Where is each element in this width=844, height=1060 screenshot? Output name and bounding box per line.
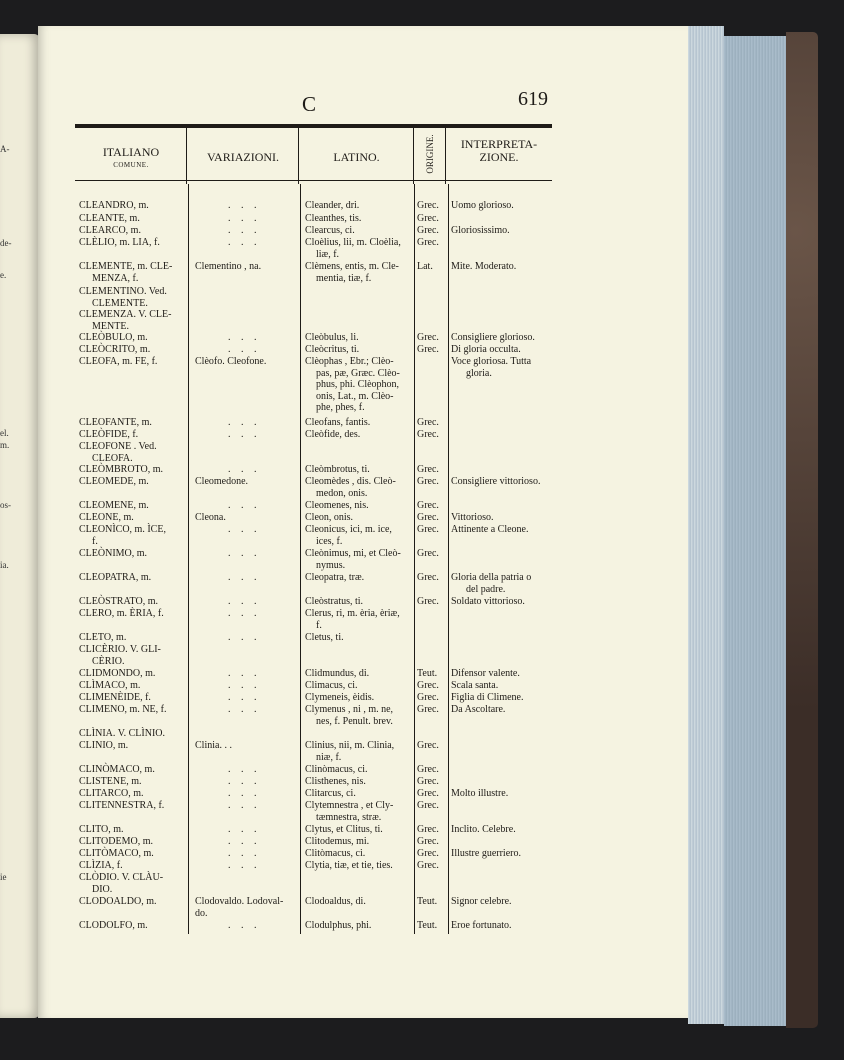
entry-variation: Clinia. . . — [195, 740, 232, 751]
entry-italian: DIO. — [92, 883, 113, 895]
entry-latin: onis, Lat., m. Clèo- — [316, 390, 394, 402]
entry-origin: Grec. — [417, 788, 439, 799]
entry-latin: Cleòfide, des. — [305, 429, 361, 440]
entry-italian: CLIMENÈIDE, f. — [79, 692, 151, 703]
entry-latin: Cleònimus, mi, et Cleò- — [305, 548, 401, 559]
entry-variation: . . . — [228, 668, 261, 679]
entry-latin: Clèophas , Ebr.; Clèo- — [305, 356, 394, 367]
entry-origin: Grec. — [417, 680, 439, 691]
entry-interpretation: Consigliere vittorioso. — [451, 476, 541, 487]
entry-variation: . . . — [228, 213, 261, 224]
book-cover — [786, 32, 818, 1028]
entry-italian: CLITENNESTRA, f. — [79, 800, 165, 811]
table-header-rule — [75, 180, 552, 181]
running-head: C — [302, 92, 317, 116]
entry-origin: Grec. — [417, 824, 439, 835]
entry-interpretation: Uomo glorioso. — [451, 200, 514, 211]
entry-variation: . . . — [228, 776, 261, 787]
entry-italian: CLINIO, m. — [79, 740, 129, 751]
entry-italian: MENZA, f. — [92, 272, 139, 284]
entry-origin: Grec. — [417, 704, 439, 715]
entry-latin: nymus. — [316, 559, 346, 571]
entry-italian: CLEÒNIMO, m. — [79, 548, 148, 559]
entry-origin: Teut. — [417, 668, 438, 679]
entry-italian: CLÒDIO. V. CLÀU- — [79, 872, 164, 883]
entry-variation: . . . — [228, 548, 261, 559]
entry-latin: f. — [316, 619, 322, 631]
page-edges-lower — [724, 36, 788, 1026]
entry-italian: CLEOFA. — [92, 452, 133, 464]
entry-latin: Clytemnestra , et Cly- — [305, 800, 394, 811]
column-divider — [445, 128, 446, 184]
entry-italian: CLIMENO, m. NE, f. — [79, 704, 167, 715]
entry-interpretation: Scala santa. — [451, 680, 499, 691]
entry-variation: . . . — [228, 237, 261, 248]
entry-origin: Grec. — [417, 524, 439, 535]
entry-latin: Clerus, ri, m. èria, èriæ, — [305, 608, 400, 619]
entry-latin: Clidmundus, di. — [305, 668, 370, 679]
entry-origin: Grec. — [417, 800, 439, 811]
entry-interpretation: Da Ascoltare. — [451, 704, 506, 715]
entry-italian: CLÌZIA, f. — [79, 860, 123, 871]
entry-variation: do. — [195, 907, 208, 919]
entry-italian: CLEÒFIDE, f. — [79, 429, 139, 440]
entry-latin: Cloèlius, lii, m. Cloèlia, — [305, 237, 401, 248]
left-page-fragment: os- — [0, 500, 11, 510]
entry-latin: phus, phi. Clèophon, — [316, 379, 400, 390]
entry-origin: Grec. — [417, 213, 439, 224]
entry-latin: Cleòmbrotus, ti. — [305, 464, 370, 475]
left-page-fragment: ia. — [0, 560, 9, 570]
entry-origin: Grec. — [417, 572, 439, 583]
entry-origin: Grec. — [417, 860, 439, 871]
entry-variation: . . . — [228, 524, 261, 535]
header-origine: ORIGINE. — [425, 134, 435, 174]
entry-interpretation: Di gloria occulta. — [451, 344, 521, 355]
entry-italian: CLEÒCRITO, m. — [79, 344, 151, 355]
entry-italian: CLEMENZA. V. CLE- — [79, 309, 172, 320]
entry-latin: Cleomèdes , dis. Cleò- — [305, 476, 396, 487]
entry-italian: f. — [92, 535, 98, 547]
entry-latin: Cleòcritus, ti. — [305, 344, 360, 355]
entry-italian: CLEOFANTE, m. — [79, 417, 152, 428]
entry-origin: Grec. — [417, 225, 439, 236]
entry-latin: Cleòbulus, li. — [305, 332, 359, 343]
entry-origin: Grec. — [417, 500, 439, 511]
entry-interpretation: Gloriosissimo. — [451, 225, 510, 236]
entry-latin: Cletus, ti. — [305, 632, 344, 643]
entry-latin: phe, phes, f. — [316, 402, 365, 413]
entry-interpretation: Inclito. Celebre. — [451, 824, 516, 835]
table-top-rule — [75, 124, 552, 128]
entry-italian: CÈRIO. — [92, 655, 125, 667]
entry-italian: CLEARCO, m. — [79, 225, 141, 236]
entry-variation: Cleomedone. — [195, 476, 249, 487]
entry-italian: CLEOFA, m. FE, f. — [79, 356, 158, 367]
entry-interpretation: Mite. Moderato. — [451, 261, 517, 272]
entry-italian: CLEANTE, m. — [79, 213, 140, 224]
entry-italian: CLEOMEDE, m. — [79, 476, 149, 487]
entry-latin: Clodulphus, phi. — [305, 920, 372, 931]
entry-latin: Clisthenes, nis. — [305, 776, 366, 787]
entry-latin: Clitodemus, mi. — [305, 836, 370, 847]
entry-origin: Grec. — [417, 548, 439, 559]
entry-latin: Cleanthes, tis. — [305, 213, 362, 224]
entry-italian: CLITODEMO, m. — [79, 836, 153, 847]
entry-italian: CLODOLFO, m. — [79, 920, 148, 931]
entry-italian: CLERO, m. ÈRIA, f. — [79, 608, 164, 619]
entry-origin: Grec. — [417, 764, 439, 775]
entry-italian: CLEMENTE, m. CLE- — [79, 261, 173, 272]
column-divider — [298, 128, 299, 184]
page-number: 619 — [518, 88, 548, 110]
entry-latin: pas, pæ, Græc. Clèo- — [316, 367, 400, 379]
entry-italian: CLEMENTE. — [92, 297, 148, 309]
header-italiano: ITALIANO COMUNE. — [102, 145, 160, 169]
entry-italian: CLEÒMBROTO, m. — [79, 464, 163, 475]
entry-origin: Grec. — [417, 512, 439, 523]
entry-italian: CLEÒSTRATO, m. — [79, 596, 158, 607]
entry-variation: . . . — [228, 824, 261, 835]
entry-italian: CLÈLIO, m. LIA, f. — [79, 237, 160, 248]
entry-variation: . . . — [228, 632, 261, 643]
entry-variation: . . . — [228, 464, 261, 475]
entry-italian: CLÌNIA. V. CLÌNIO. — [79, 728, 166, 739]
left-page-fragment: e. — [0, 270, 7, 280]
entry-origin: Grec. — [417, 848, 439, 859]
entry-origin: Grec. — [417, 596, 439, 607]
entry-origin: Grec. — [417, 417, 439, 428]
entry-variation: . . . — [228, 572, 261, 583]
entry-variation: . . . — [228, 225, 261, 236]
entry-italian: CLEÒBULO, m. — [79, 332, 148, 343]
entry-italian: CLEOPATRA, m. — [79, 572, 152, 583]
entry-variation: Cleona. — [195, 512, 226, 523]
entry-latin: ices, f. — [316, 535, 343, 547]
entry-italian: CLITO, m. — [79, 824, 124, 835]
entry-variation: . . . — [228, 836, 261, 847]
entry-interpretation: Figlia di Climene. — [451, 692, 524, 703]
entry-interpretation: Voce gloriosa. Tutta — [451, 356, 532, 367]
entry-latin: liæ, f. — [316, 248, 340, 260]
entry-interpretation: Consigliere glorioso. — [451, 332, 535, 343]
entry-latin: Cleander, dri. — [305, 200, 360, 211]
entry-latin: Cleonicus, ici, m. ice, — [305, 524, 392, 535]
entry-interpretation: Gloria della patria o — [451, 572, 532, 583]
entry-interpretation: Molto illustre. — [451, 788, 509, 799]
entry-latin: Clinius, nii, m. Clinia, — [305, 740, 395, 751]
entry-origin: Teut. — [417, 896, 438, 907]
entry-latin: Clytus, et Clitus, ti. — [305, 824, 383, 835]
page-edges — [688, 26, 724, 1024]
entry-latin: Clodoaldus, di. — [305, 896, 366, 907]
entry-latin: medon, onis. — [316, 487, 368, 499]
header-variazioni: VARIAZIONI. — [206, 150, 280, 164]
column-divider — [448, 184, 449, 934]
entry-italian: CLITÒMACO, m. — [79, 848, 154, 859]
entry-interpretation: Attinente a Cleone. — [451, 524, 529, 535]
entry-latin: Clitarcus, ci. — [305, 788, 356, 799]
entry-latin: Cleomenes, nis. — [305, 500, 369, 511]
header-latino: LATINO. — [333, 150, 380, 164]
entry-italian: CLEONÌCO, m. ÌCE, — [79, 524, 166, 535]
entry-variation: . . . — [228, 500, 261, 511]
entry-latin: Clinòmacus, ci. — [305, 764, 368, 775]
entry-variation: . . . — [228, 680, 261, 691]
entry-italian: CLÌMACO, m. — [79, 680, 141, 691]
entry-variation: . . . — [228, 764, 261, 775]
entry-origin: Grec. — [417, 776, 439, 787]
entry-italian: CLETO, m. — [79, 632, 127, 643]
left-page-fragment: ie — [0, 872, 7, 882]
left-page-fragment: el. — [0, 428, 9, 438]
entry-variation: . . . — [228, 704, 261, 715]
entry-variation: . . . — [228, 860, 261, 871]
entry-italian: CLEOFONE . Ved. — [79, 441, 157, 452]
entry-origin: Grec. — [417, 332, 439, 343]
entry-latin: Climacus, ci. — [305, 680, 358, 691]
entry-italian: CLITARCO, m. — [79, 788, 144, 799]
entry-italian: CLICÈRIO. V. GLI- — [79, 644, 161, 655]
entry-origin: Grec. — [417, 429, 439, 440]
entry-interpretation: del padre. — [466, 583, 506, 595]
entry-variation: . . . — [228, 920, 261, 931]
entry-variation: . . . — [228, 608, 261, 619]
entry-interpretation: Eroe fortunato. — [451, 920, 512, 931]
entry-latin: Cleofans, fantis. — [305, 417, 371, 428]
entry-italian: CLIDMONDO, m. — [79, 668, 156, 679]
entry-interpretation: gloria. — [466, 367, 492, 379]
column-divider — [186, 128, 187, 184]
entry-origin: Lat. — [417, 261, 433, 272]
left-page-fragment: m. — [0, 440, 10, 450]
entry-variation: . . . — [228, 344, 261, 355]
entry-interpretation: Vittorioso. — [451, 512, 494, 523]
entry-latin: Cleopatra, træ. — [305, 572, 365, 583]
entry-italian: CLODOALDO, m. — [79, 896, 157, 907]
entry-variation: . . . — [228, 788, 261, 799]
entry-italian: CLINÒMACO, m. — [79, 764, 155, 775]
entry-latin: Clymeneis, èidis. — [305, 692, 375, 703]
entry-latin: Clytia, tiæ, et tie, ties. — [305, 860, 393, 871]
entry-origin: Grec. — [417, 237, 439, 248]
entry-origin: Grec. — [417, 200, 439, 211]
entry-variation: . . . — [228, 692, 261, 703]
left-page-edge — [0, 34, 40, 1018]
entry-variation: . . . — [228, 848, 261, 859]
entry-origin: Grec. — [417, 692, 439, 703]
entry-italian: CLEOMENE, m. — [79, 500, 149, 511]
column-divider — [188, 184, 189, 934]
entry-italian: CLEMENTINO. Ved. — [79, 286, 167, 297]
entry-interpretation: Illustre guerriero. — [451, 848, 521, 859]
entry-latin: Clymenus , ni , m. ne, — [305, 704, 394, 715]
entry-latin: Cleon, onis. — [305, 512, 354, 523]
entry-origin: Grec. — [417, 740, 439, 751]
entry-latin: Clèmens, entis, m. Cle- — [305, 261, 399, 272]
entry-latin: nes, f. Penult. brev. — [316, 715, 393, 727]
header-interpretazione: INTERPRETA- ZIONE. — [460, 137, 538, 164]
entry-variation: Clèofo. Cleofone. — [195, 356, 267, 367]
entry-variation: . . . — [228, 200, 261, 211]
entry-variation: . . . — [228, 800, 261, 811]
entry-italian: CLEANDRO, m. — [79, 200, 149, 211]
entry-variation: Clementino , na. — [195, 261, 262, 272]
entry-latin: Clitòmacus, ci. — [305, 848, 366, 859]
entry-interpretation: Soldato vittorioso. — [451, 596, 525, 607]
entry-latin: niæ, f. — [316, 751, 342, 763]
entry-italian: CLISTENE, m. — [79, 776, 142, 787]
entry-latin: mentia, tiæ, f. — [316, 272, 372, 284]
entry-italian: MENTE. — [92, 320, 129, 332]
entry-variation: Clodovaldo. Lodoval- — [195, 896, 284, 907]
entry-latin: tæmnestra, stræ. — [316, 811, 382, 823]
entry-origin: Teut. — [417, 920, 438, 931]
entry-variation: . . . — [228, 417, 261, 428]
entry-variation: . . . — [228, 332, 261, 343]
entry-variation: . . . — [228, 429, 261, 440]
entry-interpretation: Difensor valente. — [451, 668, 520, 679]
entry-origin: Grec. — [417, 464, 439, 475]
entry-interpretation: Signor celebre. — [451, 896, 512, 907]
entry-latin: Clearcus, ci. — [305, 225, 355, 236]
entry-origin: Grec. — [417, 344, 439, 355]
entry-origin: Grec. — [417, 836, 439, 847]
entry-latin: Cleòstratus, ti. — [305, 596, 364, 607]
entry-origin: Grec. — [417, 476, 439, 487]
left-page-fragment: A- — [0, 144, 10, 154]
entry-italian: CLEONE, m. — [79, 512, 134, 523]
left-page-fragment: de- — [0, 238, 12, 248]
entry-variation: . . . — [228, 596, 261, 607]
